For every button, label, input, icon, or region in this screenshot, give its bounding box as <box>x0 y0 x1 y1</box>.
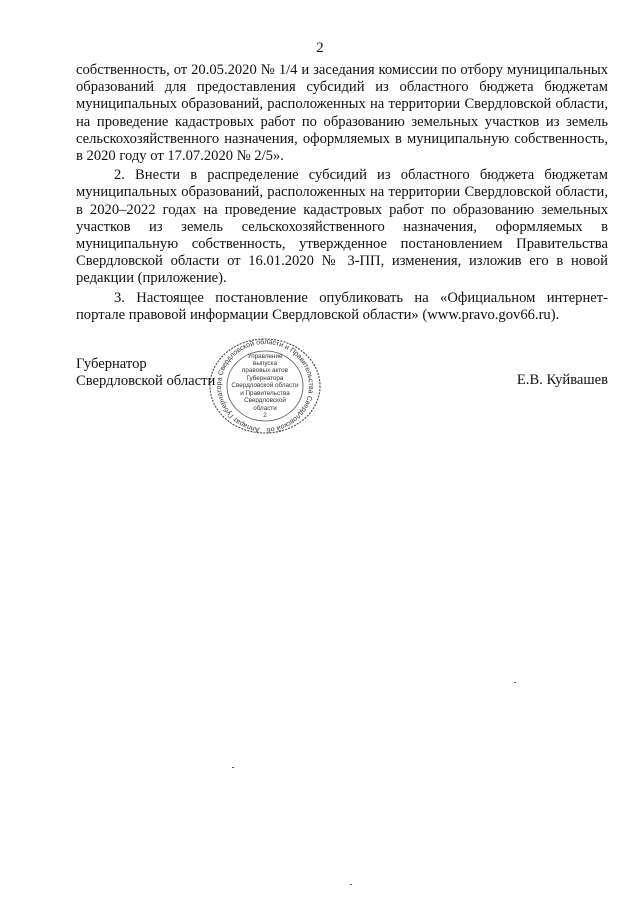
document-body <box>76 62 608 326</box>
official-stamp <box>205 336 325 436</box>
signatory-name: Е.В. Куйвашев <box>516 372 608 388</box>
stamp-line: и Правительства <box>240 389 290 397</box>
scan-speck <box>350 884 352 885</box>
stamp-ring-text: Аппарат Губернатора Свердловской области и Правительства Свердловской об <box>216 338 315 433</box>
page-number: 2 <box>316 40 324 56</box>
scan-speck <box>514 682 516 683</box>
stamp-line: Свердловской <box>244 397 286 405</box>
stamp-line: Губернатора <box>246 374 284 382</box>
paragraph-item-2: 2. Внести в распределение субсидий из областного бюджета бюджетам муниципальных образований, расположенных на территории Свердловской области, в 2020–2022 годах на проведение кадастровых работ по образованию земельных участков из земель сельскохозяйственного назначения, оформляемых в муниципальную собственность, утвержденное постановлением Правительства Свердловской области от 16.01.2020 № 3-ПП, изменения, изложив его в новой редакции (приложение). <box>76 167 608 287</box>
stamp-inner-text <box>205 336 325 436</box>
stamp-line: выпуска <box>253 360 277 368</box>
signatory-title-line1: Губернатор <box>76 356 147 372</box>
stamp-line: правовых актов <box>242 367 288 375</box>
stamp-line: области <box>253 404 277 412</box>
stamp-line: Управление <box>247 352 283 360</box>
scan-speck <box>232 767 234 768</box>
stamp-line: Свердловской области <box>231 382 299 390</box>
stamp-line: 2 <box>263 411 267 419</box>
paragraph-continuation: собственность, от 20.05.2020 № 1/4 и заседания комиссии по отбору муниципальных образований для предоставления субсидий из областного бюджета бюджетам муниципальных образований, расположенных на территории Свердловской области, на проведение кадастровых работ по образованию земельных участков из земель сельскохозяйственного назначения, оформляемых в муниципальную собственность, в 2020 году от 17.07.2020 № 2/5». <box>76 62 608 165</box>
signatory-title-line2: Свердловской области <box>76 373 216 390</box>
paragraph-item-3: 3. Настоящее постановление опубликовать на «Официальном интернет-портале правовой информации Свердловской области» (www.pravo.gov66.ru). <box>76 289 608 323</box>
